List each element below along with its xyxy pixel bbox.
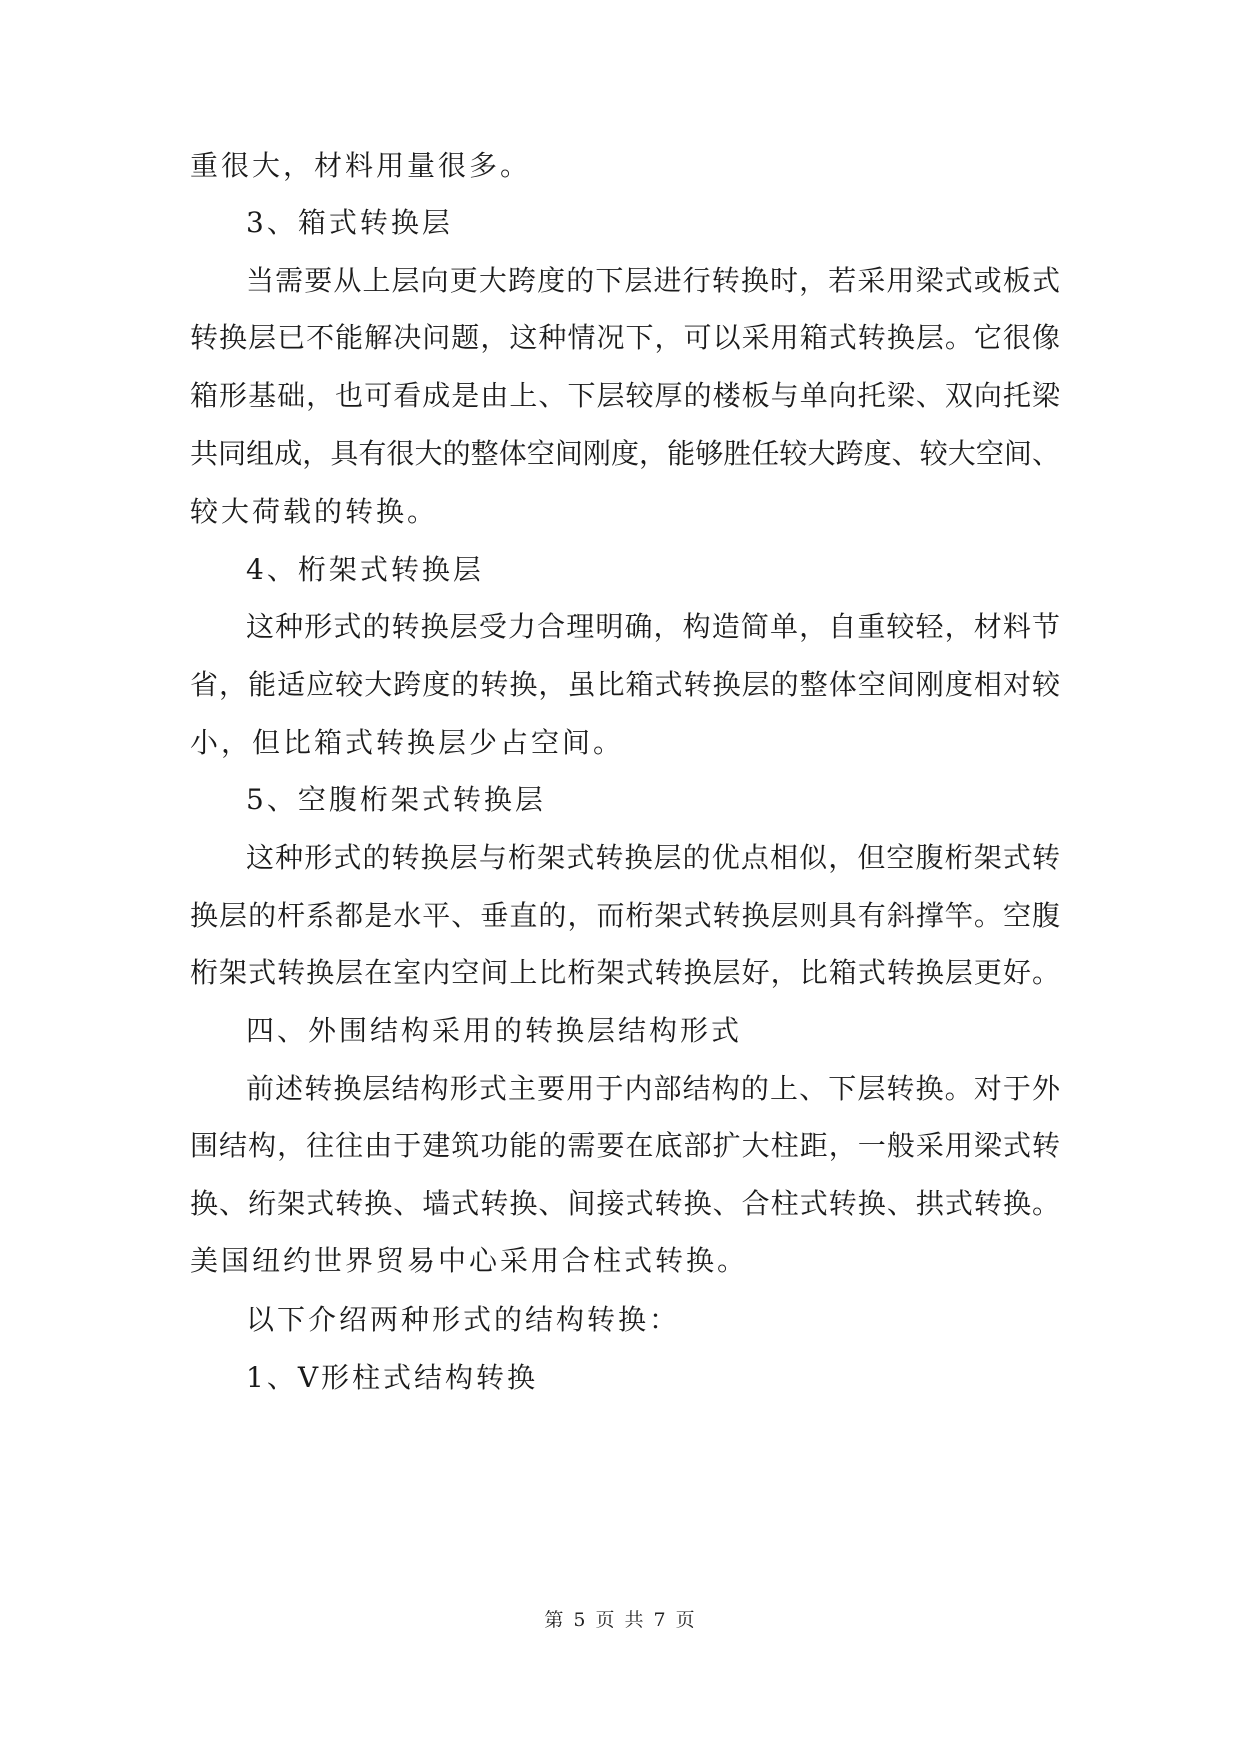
text-line: 转换层已不能解决问题，这种情况下，可以采用箱式转换层。它很像 — [190, 321, 1060, 354]
text-line: 当需要从上层向更大跨度的下层进行转换时，若采用梁式或板式 — [246, 264, 1060, 297]
text-line: 换、绗架式转换、墙式转换、间接式转换、合柱式转换、拱式转换。 — [190, 1187, 1060, 1220]
section-heading: 4、桁架式转换层 — [246, 553, 484, 586]
text-line: 这种形式的转换层受力合理明确，构造简单，自重较轻，材料节 — [246, 610, 1060, 643]
text-line: 较大荷载的转换。 — [190, 495, 439, 528]
section-heading: 5、空腹桁架式转换层 — [246, 783, 546, 816]
section-heading: 3、箱式转换层 — [246, 206, 453, 239]
text-line: 省，能适应较大跨度的转换，虽比箱式转换层的整体空间刚度相对较 — [190, 668, 1060, 701]
page-footer: 第 5 页 共 7 页 — [544, 1609, 697, 1631]
text-line: 换层的杆系都是水平、垂直的，而桁架式转换层则具有斜撑竿。空腹 — [190, 899, 1060, 932]
text-line: 前述转换层结构形式主要用于内部结构的上、下层转换。对于外 — [246, 1072, 1060, 1105]
section-heading: 四、外围结构采用的转换层结构形式 — [246, 1014, 743, 1047]
text-line: 这种形式的转换层与桁架式转换层的优点相似，但空腹桁架式转 — [246, 841, 1060, 874]
text-line: 以下介绍两种形式的结构转换： — [246, 1303, 681, 1336]
text-line: 共同组成，具有很大的整体空间刚度，能够胜任较大跨度、较大空间、 — [190, 437, 1060, 470]
text-line: 小，但比箱式转换层少占空间。 — [190, 726, 625, 759]
text-line: 桁架式转换层在室内空间上比桁架式转换层好，比箱式转换层更好。 — [190, 956, 1060, 989]
section-heading: 1、V形柱式结构转换 — [246, 1361, 539, 1394]
text-line: 重很大，材料用量很多。 — [190, 149, 532, 182]
text-line: 箱形基础，也可看成是由上、下层较厚的楼板与单向托梁、双向托梁 — [190, 379, 1060, 412]
text-line: 围结构，往往由于建筑功能的需要在底部扩大柱距，一般采用梁式转 — [190, 1129, 1060, 1162]
text-line: 美国纽约世界贸易中心采用合柱式转换。 — [190, 1244, 749, 1277]
